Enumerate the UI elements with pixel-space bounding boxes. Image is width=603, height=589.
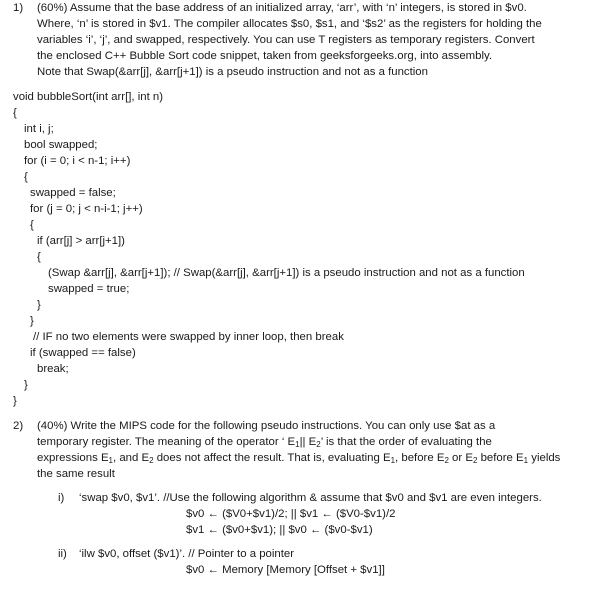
- code-line: {: [24, 171, 28, 183]
- q1-text-line: Where, ‘n’ is stored in $v1. The compiler allocates $s0, $s1, and ‘$s2’ as the registers for holding the: [37, 18, 542, 30]
- item-i-text: ‘swap $v0, $v1’. //Use the following algorithm & assume that $v0 and $v1 are even integers.: [79, 492, 542, 504]
- q1-text-line: variables ‘i’, ‘j’, and swapped, respectively. You can use T registers as temporary registers. Convert: [37, 34, 535, 46]
- q2-text-line: expressions $E_1$, and $E_2$ does not affect the result. That is, evaluating $E_1$, before $E_2$ or $E_2$ before $E_1$ yields: [37, 452, 561, 465]
- item-ii-text: ‘ilw $v0, offset ($v1)’. // Pointer to a pointer: [79, 548, 295, 560]
- code-line: swapped = true;: [48, 283, 130, 295]
- code-line: (Swap &arr[j], &arr[j+1]); // Swap(&arr[j], &arr[j+1]) is a pseudo instruction and not as a function: [48, 267, 525, 279]
- item-i-formula: $v0 ← ($V0+$v1)/2; || $v1 ← ($V0-$v1)/2: [186, 508, 396, 520]
- question-2-number: 2): [13, 420, 24, 432]
- code-line: if (arr[j] > arr[j+1]): [37, 235, 125, 247]
- q2-text-line: temporary register. The meaning of the operator ‘ $E_1||$ $E_2$’ is that the order of evaluating the: [37, 436, 492, 449]
- code-line: // IF no two elements were swapped by inner loop, then break: [33, 331, 344, 343]
- question-1-number: 1): [13, 2, 24, 14]
- code-line: }: [30, 315, 34, 327]
- q2-text-line: the same result: [37, 468, 115, 480]
- code-line: bool swapped;: [24, 139, 98, 151]
- code-line: for (j = 0; j < n-i-1; j++): [30, 203, 143, 215]
- code-line: {: [30, 219, 34, 231]
- item-ii-number: ii): [58, 548, 67, 560]
- code-line: {: [37, 251, 41, 263]
- code-line: break;: [37, 363, 69, 375]
- code-line: for (i = 0; i < n-1; i++): [24, 155, 131, 167]
- item-i-number: i): [58, 492, 65, 504]
- code-line: {: [13, 107, 17, 119]
- item-ii-formula: $v0 ← Memory [Memory [Offset + $v1]]: [186, 564, 385, 576]
- q1-text-line: Note that Swap(&arr[j], &arr[j+1]) is a pseudo instruction and not as a function: [37, 66, 428, 78]
- code-line: if (swapped == false): [30, 347, 136, 359]
- code-line: }: [24, 379, 28, 391]
- item-i-formula: $v1 ← ($v0+$v1); || $v0 ← ($v0-$v1): [186, 524, 373, 536]
- code-line: swapped = false;: [30, 187, 116, 199]
- q2-text-line: (40%) Write the MIPS code for the following pseudo instructions. You can only use $at as a: [37, 420, 496, 432]
- q1-text-line: (60%) Assume that the base address of an initialized array, ‘arr’, with ‘n’ integers, is stored in $v0.: [37, 2, 527, 14]
- code-line: int i, j;: [24, 123, 54, 135]
- code-line: void bubbleSort(int arr[], int n): [13, 91, 164, 103]
- code-line: }: [37, 299, 41, 311]
- code-line: }: [13, 395, 17, 407]
- q1-text-line: the enclosed C++ Bubble Sort code snippet, taken from geeksforgeeks.org, into assembly.: [37, 50, 493, 62]
